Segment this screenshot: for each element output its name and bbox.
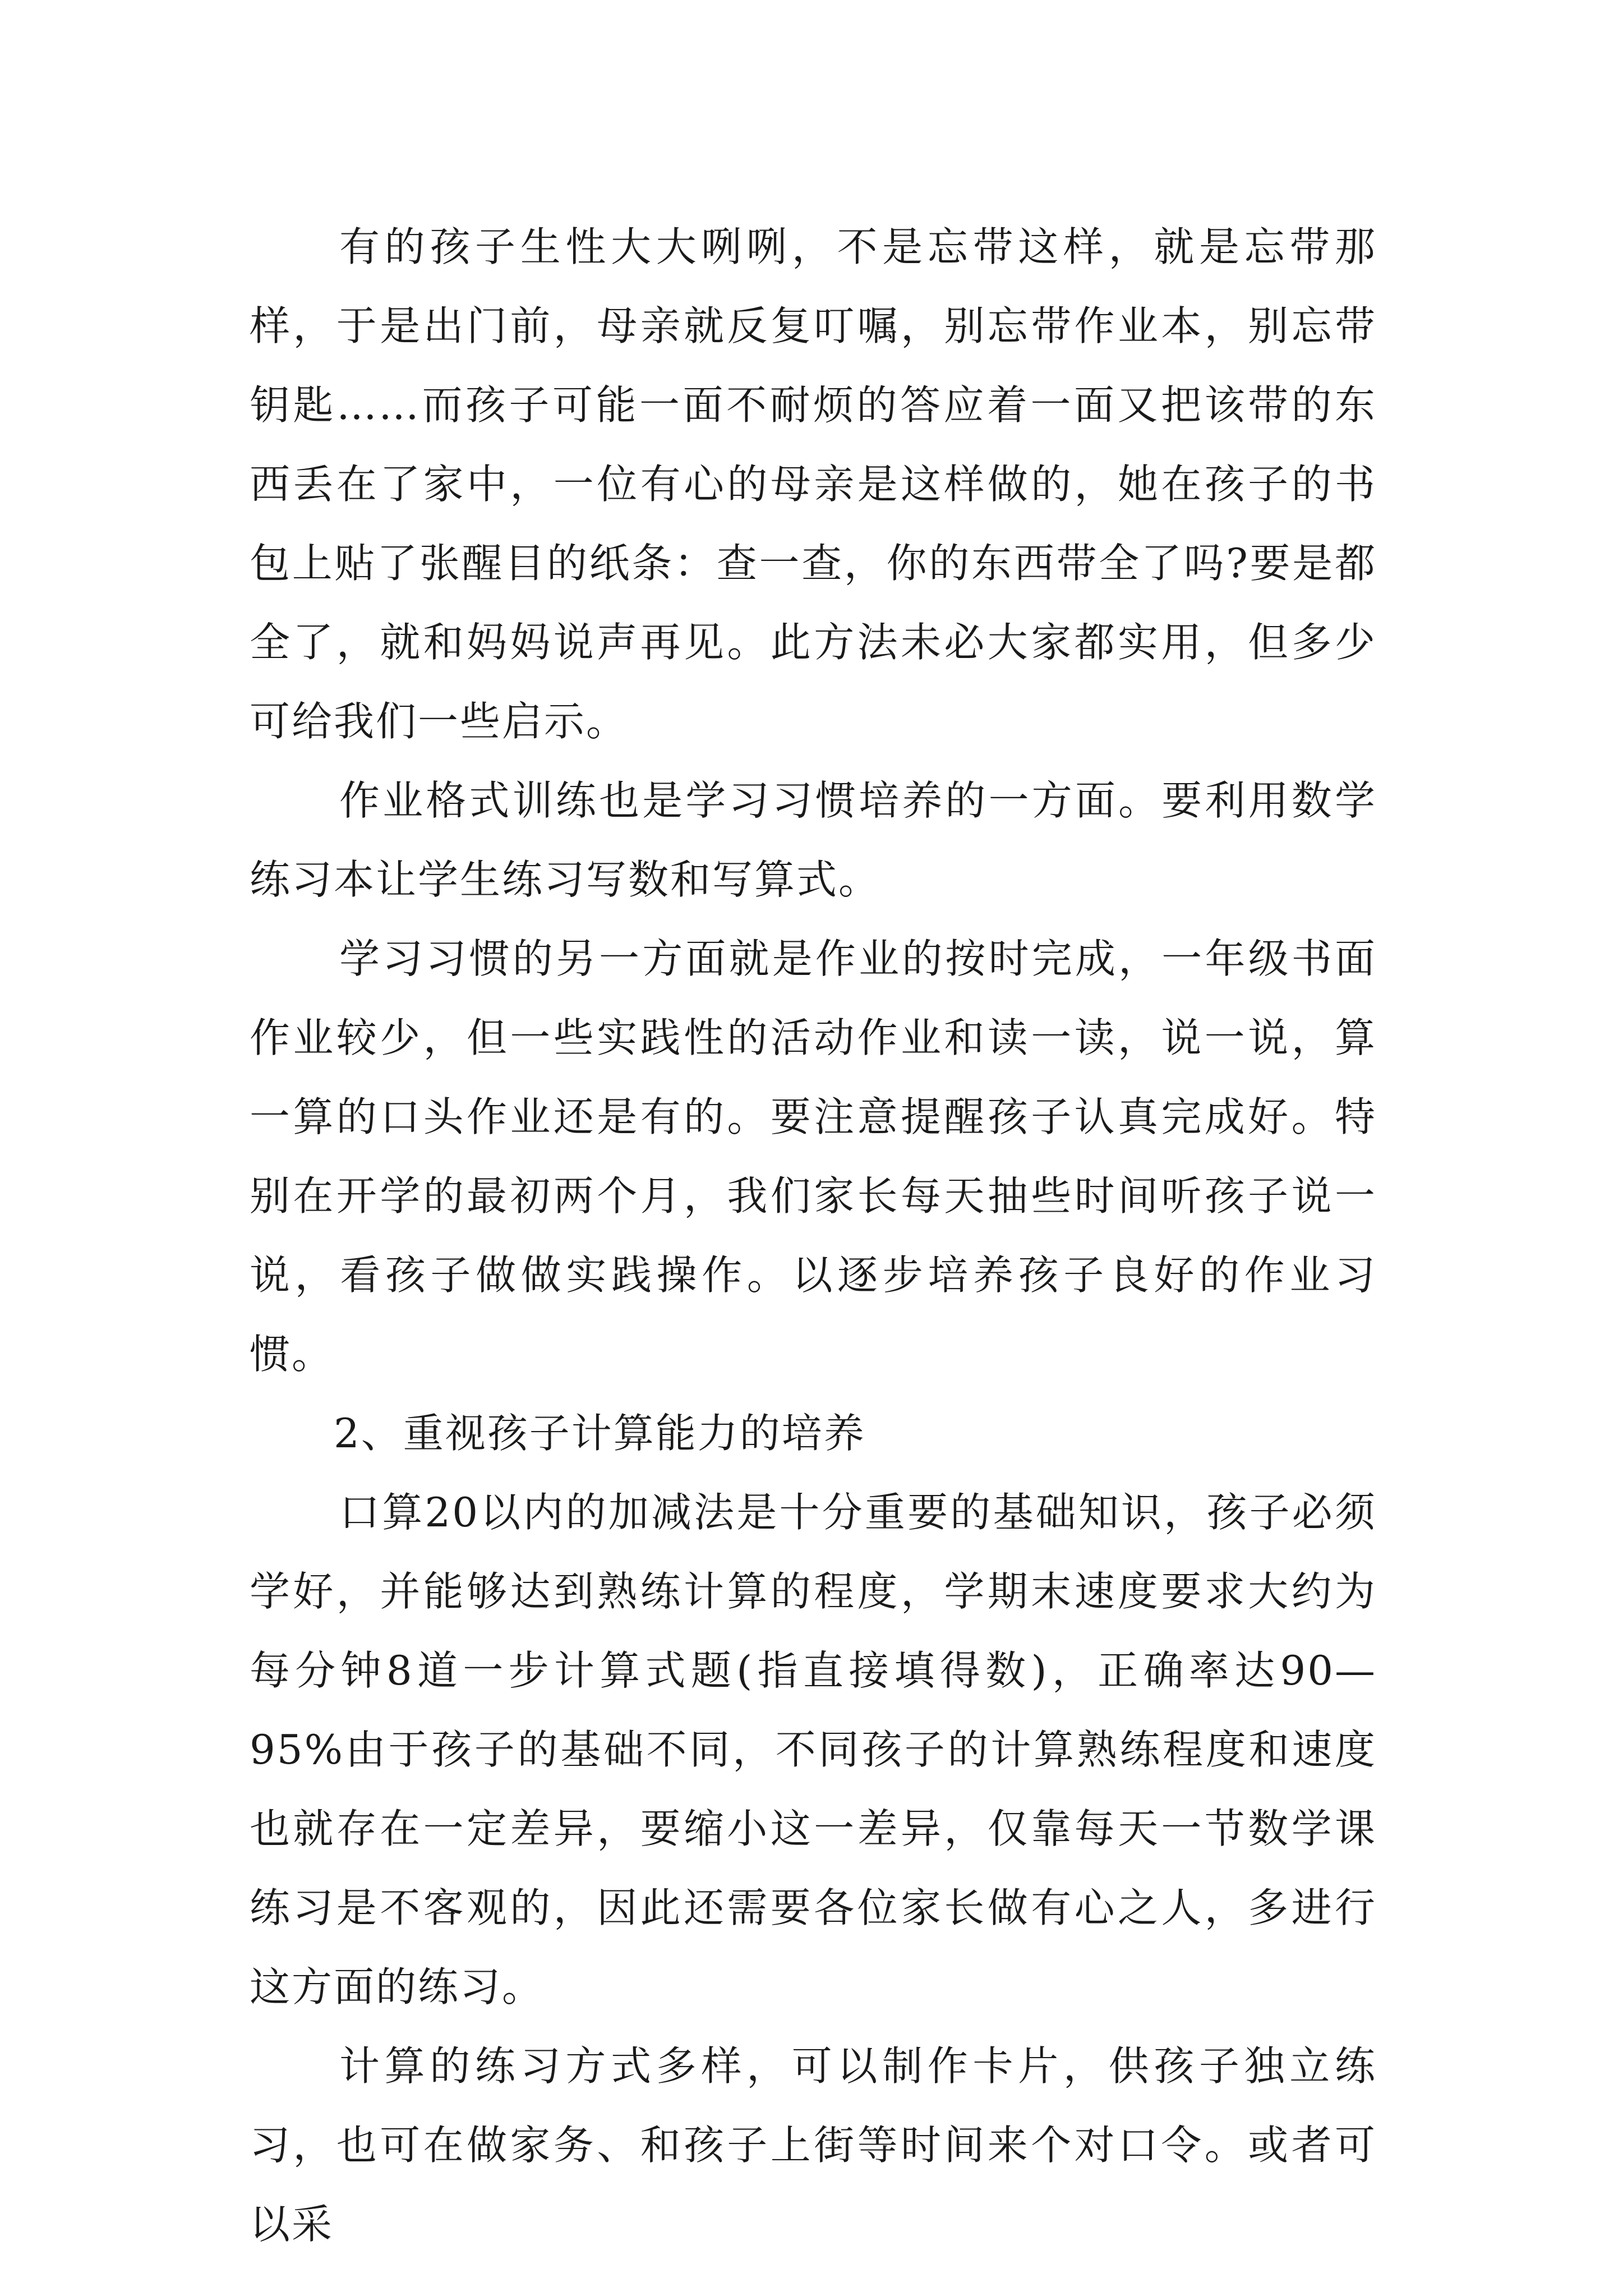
paragraph-homework-on-time: 学习习惯的另一方面就是作业的按时完成，一年级书面作业较少，但一些实践性的活动作业和读一读，说一说，算一算的口头作业还是有的。要注意提醒孩子认真完成好。特别在开学的最初两个月，我们家长每天抽些时间听孩子说一说，看孩子做做实践操作。以逐步培养孩子良好的作业习惯。 [250, 935, 1377, 1378]
paragraph-homework-format: 作业格式训练也是学习习惯培养的一方面。要利用数学练习本让学生练习写数和写算式。 [250, 777, 1377, 903]
section-heading: 2、重视孩子计算能力的培养 [334, 1410, 866, 1457]
document-body [250, 208, 1377, 2264]
paragraph-forgetful-child: 有的孩子生性大大咧咧，不是忘带这样，就是忘带那样，于是出门前，母亲就反复叮嘱，别忘带作业本，别忘带钥匙……而孩子可能一面不耐烦的答应着一面又把该带的东西丢在了家中，一位有心的母亲是这样做的，她在孩子的书包上贴了张醒目的纸条：查一查，你的东西带全了吗?要是都全了，就和妈妈说声再见。此方法未必大家都实用，但多少可给我们一些启示。 [250, 223, 1377, 745]
paragraph-mental-arithmetic: 口算20以内的加减法是十分重要的基础知识，孩子必须学好，并能够达到熟练计算的程度，学期末速度要求大约为每分钟8道一步计算式题(指直接填得数)，正确率达90—95%由于孩子的基础不同，不同孩子的计算熟练程度和速度也就存在一定差异，要缩小这一差异，仅靠每天一节数学课练习是不客观的，因此还需要各位家长做有心之人，多进行这方面的练习。 [250, 1489, 1377, 2010]
paragraph-practice-methods: 计算的练习方式多样，可以制作卡片，供孩子独立练习，也可在做家务、和孩子上街等时间来个对口令。或者可以采 [250, 2042, 1377, 2248]
